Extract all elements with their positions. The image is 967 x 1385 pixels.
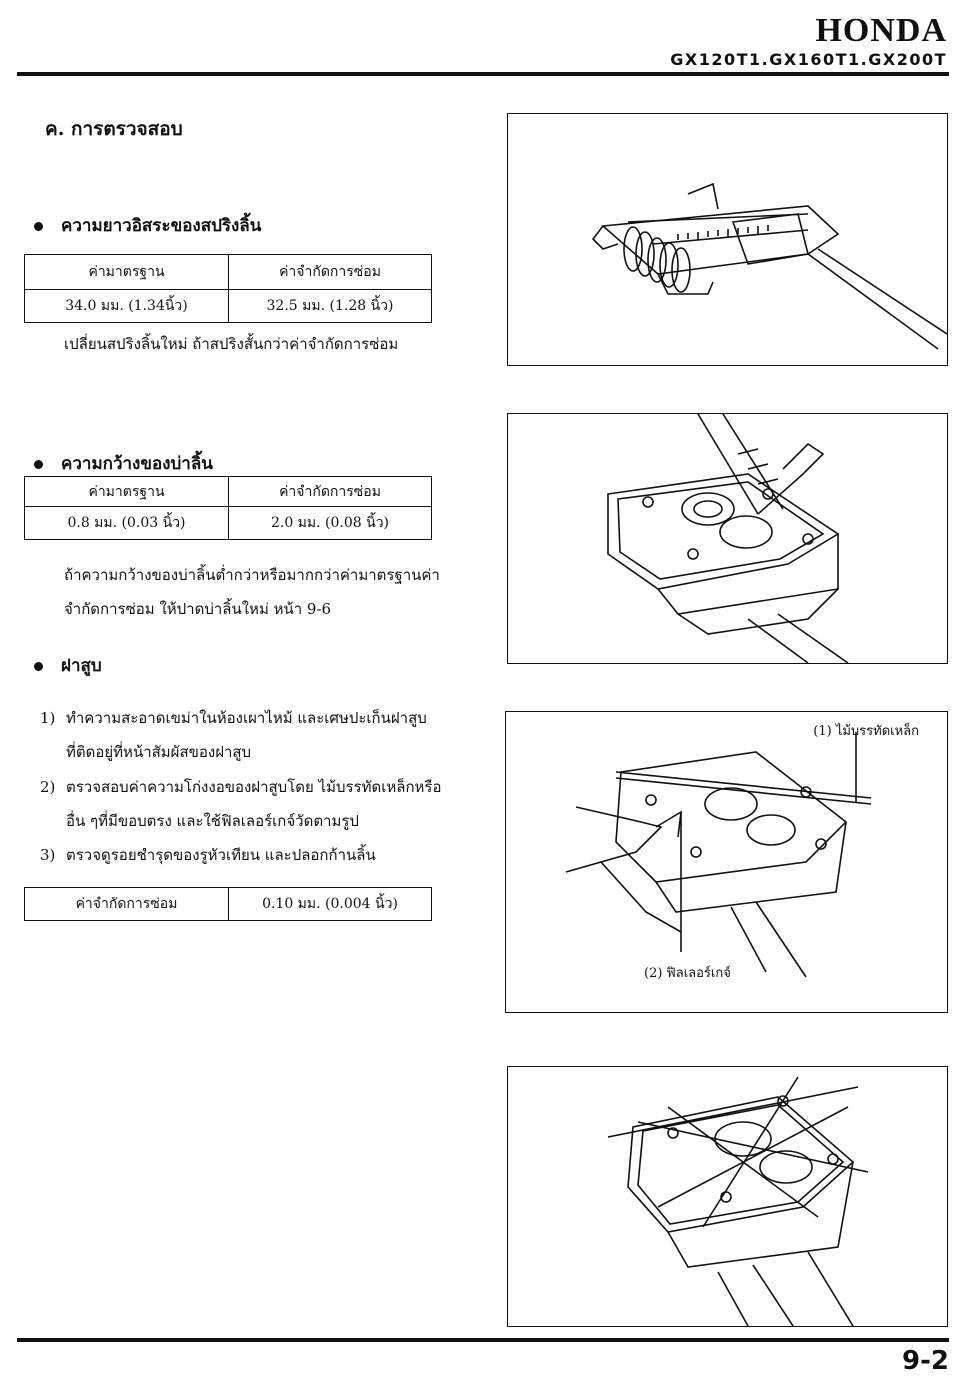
spring-col-standard: ค่ามาตรฐาน: [25, 255, 229, 290]
page-number: 9-2: [902, 1346, 949, 1376]
step-2-line1: ตรวจสอบค่าความโก่งงอของฝาสูบโดย ไม้บรรทัดเหล็กหรือ: [66, 778, 442, 796]
bullet-icon: [34, 662, 43, 671]
spring-limit-value: 32.5 มม. (1.28 นิ้ว): [229, 290, 432, 323]
head-limit-value: 0.10 มม. (0.004 นิ้ว): [229, 888, 432, 921]
spring-spec-table: [24, 254, 432, 323]
head-directions-illustration: [508, 1067, 947, 1326]
section-title: ค. การตรวจสอบ: [45, 118, 183, 140]
figure-head-directions: [507, 1066, 948, 1327]
step-3-line1: ตรวจดูรอยชำรุดของรูหัวเทียน และปลอกก้านลิ้น: [66, 846, 376, 864]
head-heading: [34, 652, 102, 679]
caliper-spring-illustration: [508, 114, 947, 365]
step-2-line2: อื่น ๆที่มีขอบตรง และใช้ฟิลเลอร์เกจ์วัดตามรูป: [66, 812, 359, 830]
header-rule: [17, 72, 949, 76]
figure-head-warpage: [505, 711, 948, 1013]
footer-rule: [17, 1338, 949, 1342]
step-3-number: 3): [40, 846, 56, 864]
head-heading-text: ฝาสูบ: [61, 656, 102, 676]
valve-seat-illustration: [508, 414, 947, 663]
seat-col-limit: ค่าจำกัดการซ่อม: [229, 477, 432, 507]
figure-spring-caliper: [507, 113, 948, 366]
step-1-line1: ทำความสะอาดเขม่าในห้องเผาไหม้ และเศษปะเก็นฝาสูบ: [66, 709, 427, 727]
spring-heading-text: ความยาวอิสระของสปริงลิ้น: [61, 216, 262, 236]
seat-standard-value: 0.8 มม. (0.03 นิ้ว): [25, 507, 229, 540]
label-straight-edge: (1) ไม้บรรทัดเหล็ก: [813, 724, 919, 739]
spring-heading: [34, 212, 261, 239]
seat-heading-text: ความกว้างของบ่าลิ้น: [61, 454, 213, 474]
head-col-limit: ค่าจำกัดการซ่อม: [25, 888, 229, 921]
spring-standard-value: 34.0 มม. (1.34นิ้ว): [25, 290, 229, 323]
label-feeler-gauge: (2) ฟิลเลอร์เกจ์: [644, 966, 731, 981]
spring-note: เปลี่ยนสปริงลิ้นใหม่ ถ้าสปริงสั้นกว่าค่าจำกัดการซ่อม: [64, 335, 399, 353]
head-spec-table: [24, 887, 432, 921]
spring-col-limit: ค่าจำกัดการซ่อม: [229, 255, 432, 290]
model-list: GX120T1.GX160T1.GX200T: [670, 50, 947, 69]
figure-valve-seat: [507, 413, 948, 664]
seat-col-standard: ค่ามาตรฐาน: [25, 477, 229, 507]
bullet-icon: [34, 222, 43, 231]
brand-logo: HONDA: [815, 12, 947, 49]
step-2-number: 2): [40, 778, 56, 796]
bullet-icon: [34, 460, 43, 469]
seat-heading: [34, 450, 213, 477]
seat-note-line2: จำกัดการซ่อม ให้ปาดบ่าลิ้นใหม่ หน้า 9-6: [64, 600, 332, 618]
seat-spec-table: [24, 476, 432, 540]
seat-note-line1: ถ้าความกว้างของบ่าลิ้นต่ำกว่าหรือมากกว่าค่ามาตรฐานค่า: [64, 566, 440, 584]
step-1-number: 1): [40, 709, 56, 727]
seat-limit-value: 2.0 มม. (0.08 นิ้ว): [229, 507, 432, 540]
step-1-line2: ที่ติดอยู่ที่หน้าสัมผัสของฝาสูบ: [66, 743, 252, 761]
